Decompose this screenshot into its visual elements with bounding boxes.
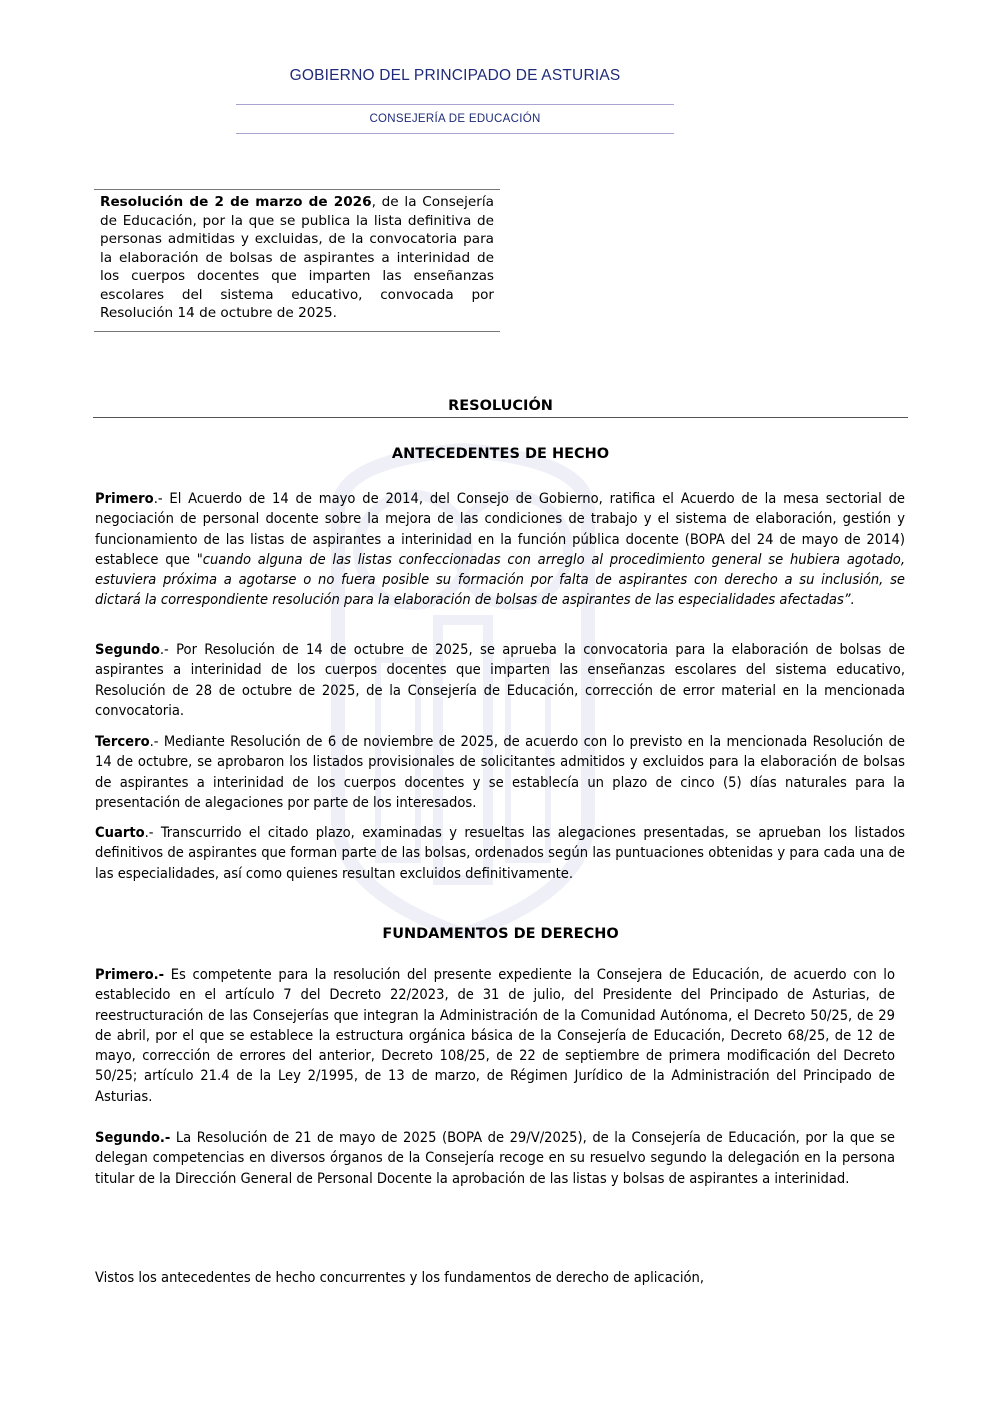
fundamento-segundo [95,1128,895,1189]
fundamentos-heading: FUNDAMENTOS DE DERECHO [382,926,619,942]
antecedente-cuarto-text: Transcurrido el citado plazo, examinadas y resueltas las alegaciones presentadas, se aprueban los listados definitivos de aspirantes que forman parte de las bolsas, ordenados según las puntuaciones obtenidas y para cada una de las especialidades, así como quienes resultan excluidos definitivamente. [95,824,906,882]
separator: .- [159,641,177,658]
department-name: CONSEJERÍA DE EDUCACIÓN [369,113,541,125]
separator: .- [153,490,170,507]
separator: .- [144,824,161,841]
antecedente-segundo-label: Segundo [95,641,160,658]
resolution-summary [94,189,500,332]
government-name: GOBIERNO DEL PRINCIPADO DE ASTURIAS [289,67,621,84]
header-divider-bottom [236,133,674,134]
fundamento-primero-text: Es competente para la resolución del presente expediente la Consejera de Educación, de acuerdo con lo establecido en el artículo 7 del Decreto 22/2023, de 31 de julio, del Presidente del Principado de Asturias, de reestructuración de las Consejerías que integran la Administración de la Comunidad Autónoma, el Decreto 50/25, de 29 de abril, por el que se establece la estructura orgánica básica de la Consejería de Educación, Decreto 68/25, de 12 de mayo, corrección de errores del anterior, Decreto 108/25, de 22 de septiembre de primera modificación del Decreto 50/25; artículo 21.4 de la Ley 2/1995, de 13 de marzo, de Régimen Jurídico de la Administración del Principado de Asturias. [95,966,895,1105]
fundamento-segundo-label: Segundo.- [95,1129,171,1146]
vistos-statement: Vistos los antecedentes de hecho concurrentes y los fundamentos de derecho de aplicación, [95,1269,705,1286]
antecedente-primero-label: Primero [95,490,154,507]
letterhead [236,62,674,134]
antecedente-cuarto [95,823,905,884]
separator: .- [149,733,164,750]
antecedente-segundo-text: Por Resolución de 14 de octubre de 2025, se aprueba la convocatoria para la elaboración de bolsas de aspirantes a interinidad de los cuerpos docentes que imparten las enseñanzas escolares del sistema educativo, Resolución de 28 de octubre de 2025, de la Consejería de Educación, corrección de error material en la mencionada convocatoria. [95,641,905,719]
antecedente-tercero [95,732,905,813]
antecedente-segundo [95,640,905,721]
antecedente-tercero-label: Tercero [95,733,150,750]
antecedente-primero-text: El Acuerdo de 14 de mayo de 2014, del Consejo de Gobierno, ratifica el Acuerdo de la mesa sectorial de negociación de personal docente sobre la mejora de las condiciones de trabajo y el sistema de elaboración, gestión y funcionamiento de las listas de aspirantes a interinidad en la función pública docente (BOPA del 24 de mayo de 2014) establece que [95,490,905,568]
summary-text: , de la Consejería de Educación, por la que se publica la lista definitiva de personas admitidas y excluidas, de la convocatoria para la elaboración de bolsas de aspirantes a interinidad de los cuerpos docentes que imparten las enseñanzas escolares del sistema educativo, convocada por Resolución 14 de octubre de 2025. [100,194,494,321]
antecedentes-heading: ANTECEDENTES DE HECHO [391,446,610,462]
antecedente-cuarto-label: Cuarto [95,824,145,841]
antecedente-tercero-text: Mediante Resolución de 6 de noviembre de 2025, de acuerdo con lo previsto en la mencionada Resolución de 14 de octubre, se aprobaron los listados provisionales de solicitantes admitidos y excluidos para la elaboración de bolsas de aspirantes a interinidad de los cuerpos docentes y se establecía un plazo de cinco (5) días naturales para la presentación de alegaciones por parte de los interesados. [95,733,905,811]
antecedente-primero-quote: "cuando alguna de las listas confeccionadas con arreglo al procedimiento general se hubiera agotado, estuviera próxima a agotarse o no fuera posible su formación por falta de aspirantes con derecho a su inclusión, se dictará la correspondiente resolución para la elaboración de bolsas de aspirantes de las especialidades afectadas”. [95,550,905,609]
fundamento-segundo-text: La Resolución de 21 de mayo de 2025 (BOPA de 29/V/2025), de la Consejería de Educación, por la que se delegan competencias en diversos órganos de la Consejería recoge en su resuelvo segundo la delegación en la persona titular de la Dirección General de Personal Docente la aprobación de las listas y bolsas de aspirantes a interinidad. [95,1129,895,1187]
resolution-heading: RESOLUCIÓN [93,398,908,418]
fundamento-primero-label: Primero.- [95,966,165,983]
fundamento-primero [95,965,895,1107]
antecedente-primero [95,489,905,611]
summary-lead: Resolución de 2 de marzo de 2026 [100,194,372,210]
